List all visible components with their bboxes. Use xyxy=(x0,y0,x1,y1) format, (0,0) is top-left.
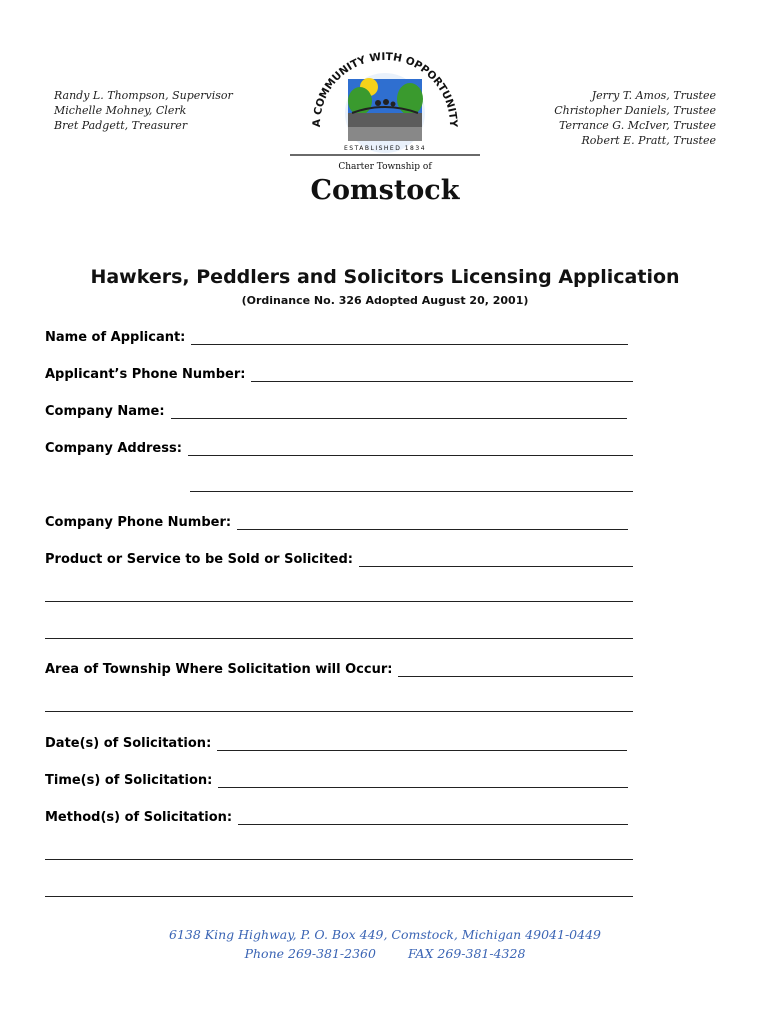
officer-supervisor: Randy L. Thompson, Supervisor xyxy=(54,89,233,102)
people-icon xyxy=(375,100,381,106)
officer-trustee-1: Jerry T. Amos, Trustee xyxy=(591,89,716,102)
area-line[interactable] xyxy=(398,662,633,677)
applicant-name-line[interactable] xyxy=(191,330,628,345)
applicant-name-field[interactable] xyxy=(45,325,633,345)
company-address-label: Company Address: xyxy=(45,441,182,456)
logo-stone-wall xyxy=(348,127,422,141)
footer-address: 6138 King Highway, P. O. Box 449, Comstock, Michigan 49041-0449 xyxy=(169,927,601,942)
officer-clerk: Michelle Mohney, Clerk xyxy=(54,104,187,117)
logo-bridge xyxy=(348,113,422,127)
logo-arc-text: A COMMUNITY WITH OPPORTUNITY xyxy=(310,50,460,128)
company-name-label: Company Name: xyxy=(45,404,165,419)
footer-phone: Phone 269-381-2360 xyxy=(244,946,376,961)
logo-charter-text: Charter Township of xyxy=(338,162,432,172)
dates-field[interactable] xyxy=(45,731,633,751)
dates-line[interactable] xyxy=(217,736,627,751)
methods-line[interactable] xyxy=(238,810,628,825)
officer-trustee-3: Terrance G. McIver, Trustee xyxy=(558,119,716,132)
dates-label: Date(s) of Solicitation: xyxy=(45,736,212,751)
applicant-phone-label: Applicant’s Phone Number: xyxy=(45,367,246,382)
comstock-township-logo xyxy=(290,45,480,205)
right-officers-list xyxy=(554,88,716,148)
times-field[interactable] xyxy=(45,768,633,788)
officer-trustee-4: Robert E. Pratt, Trustee xyxy=(581,134,716,147)
product-field[interactable] xyxy=(45,547,633,567)
company-phone-label: Company Phone Number: xyxy=(45,515,232,530)
company-address-field[interactable] xyxy=(45,436,633,456)
company-name-field[interactable] xyxy=(45,399,633,419)
times-line[interactable] xyxy=(218,773,628,788)
company-phone-field[interactable] xyxy=(45,510,633,530)
area-label: Area of Township Where Solicitation will Occur: xyxy=(45,662,393,677)
product-line-3[interactable] xyxy=(45,624,633,639)
methods-label: Method(s) of Solicitation: xyxy=(45,810,233,825)
applicant-name-label: Name of Applicant: xyxy=(45,330,186,345)
area-line-2[interactable] xyxy=(45,697,633,712)
methods-line-3[interactable] xyxy=(45,882,633,897)
officer-treasurer: Bret Padgett, Treasurer xyxy=(54,119,188,132)
product-label: Product or Service to be Sold or Solicited: xyxy=(45,552,353,567)
company-address-line[interactable] xyxy=(188,441,633,456)
company-phone-line[interactable] xyxy=(237,515,628,530)
logo-name-text: Comstock xyxy=(310,175,460,205)
times-label: Time(s) of Solicitation: xyxy=(45,773,213,788)
page-title: Hawkers, Peddlers and Solicitors Licensing Application xyxy=(90,266,680,288)
footer-contact xyxy=(0,946,770,961)
methods-line-2[interactable] xyxy=(45,845,633,860)
left-officers-list xyxy=(54,88,233,133)
logo-established-text: ESTABLISHED 1834 xyxy=(343,145,427,152)
page-subtitle: (Ordinance No. 326 Adopted August 20, 2001) xyxy=(241,294,529,307)
officer-trustee-2: Christopher Daniels, Trustee xyxy=(554,104,716,117)
footer-fax: FAX 269-381-4328 xyxy=(407,946,526,961)
methods-field[interactable] xyxy=(45,805,633,825)
company-address-line-2[interactable] xyxy=(190,477,633,492)
area-field[interactable] xyxy=(45,657,633,677)
company-name-line[interactable] xyxy=(171,404,627,419)
applicant-phone-line[interactable] xyxy=(251,367,633,382)
product-line-2[interactable] xyxy=(45,587,633,602)
product-line[interactable] xyxy=(359,552,633,567)
applicant-phone-field[interactable] xyxy=(45,362,633,382)
